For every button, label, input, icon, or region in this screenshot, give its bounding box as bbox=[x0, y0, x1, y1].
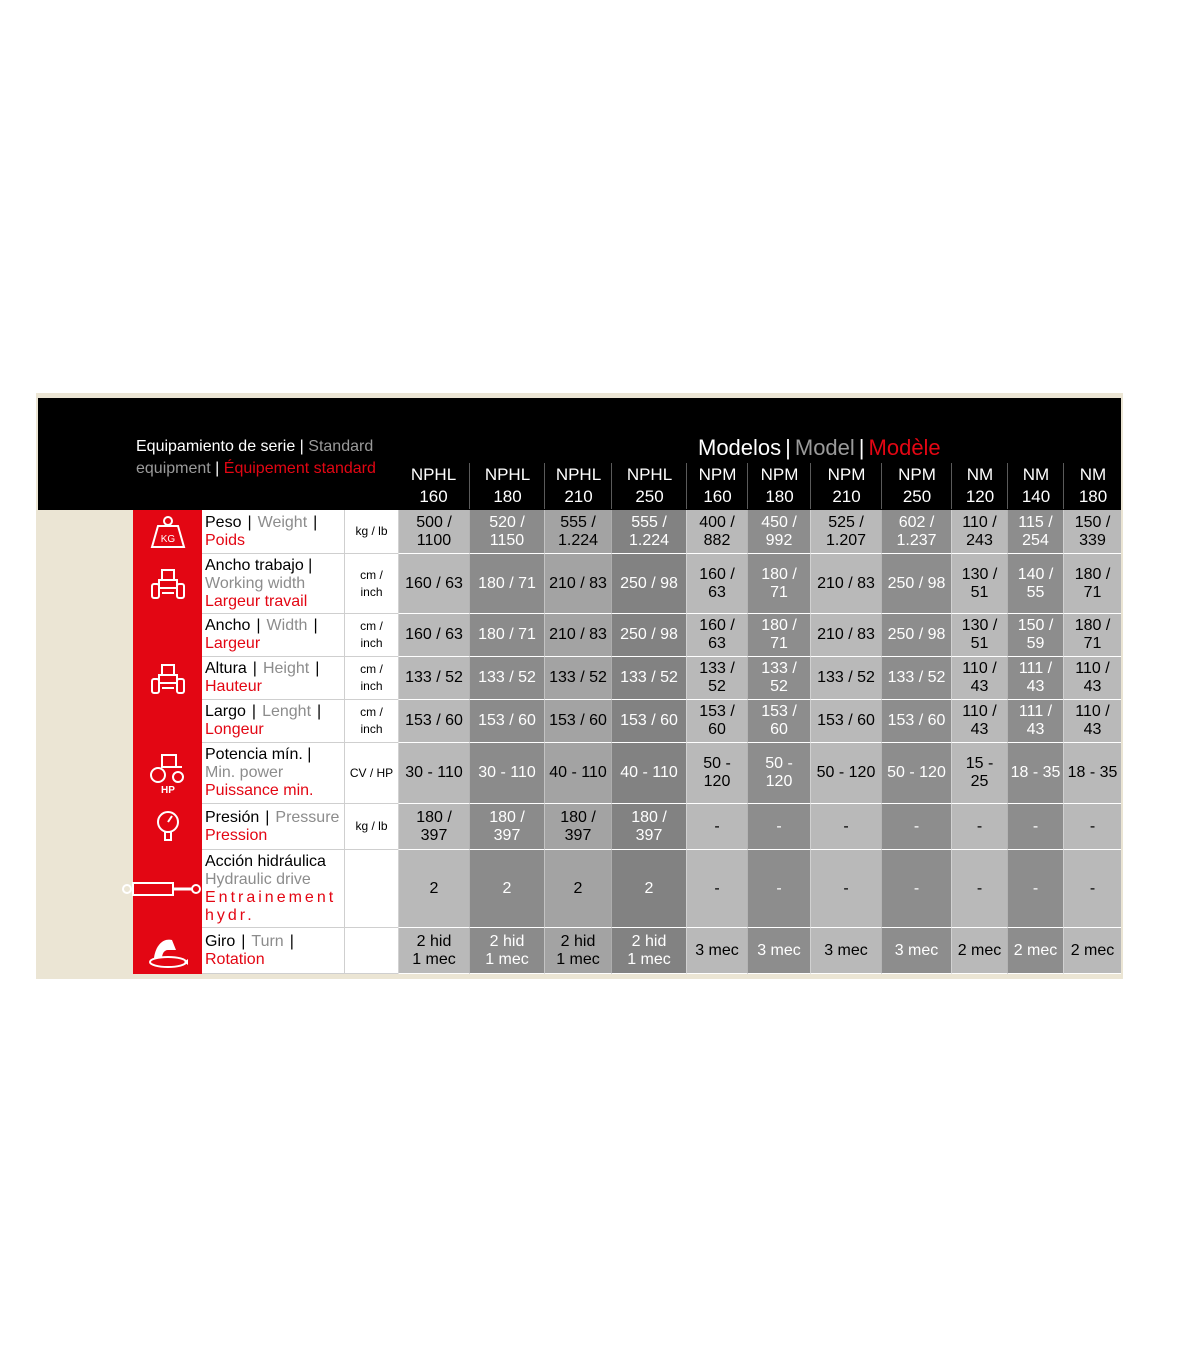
spec-value-cell: - bbox=[747, 804, 810, 850]
spec-value-cell: - bbox=[747, 850, 810, 928]
row-label-es: Altura bbox=[205, 660, 247, 677]
spec-value-cell: 250 / 98 bbox=[881, 554, 951, 614]
row-unit-line: cm / bbox=[360, 567, 383, 582]
hydraulic-cylinder-icon bbox=[121, 874, 201, 904]
spec-value-cell: 2 bbox=[544, 850, 611, 928]
row-label-fr: Largeur travail bbox=[205, 592, 308, 610]
svg-text:KG: KG bbox=[160, 534, 175, 545]
model-column-header bbox=[686, 463, 748, 509]
spec-value-cell: 133 / 52 bbox=[686, 657, 747, 700]
spec-value-cell: 150 / 339 bbox=[1063, 510, 1121, 554]
row-label-en: Lenght bbox=[262, 703, 312, 720]
row-label-en: Hydraulic drive bbox=[205, 870, 311, 888]
row-label-en: Turn bbox=[251, 932, 284, 950]
spec-value-cell: 110 / 243 bbox=[951, 510, 1007, 554]
pressure-icon-cell bbox=[133, 804, 202, 850]
hydraulic-icon-cell bbox=[133, 850, 202, 928]
model-number: 120 bbox=[965, 487, 995, 506]
std-title-fr: Équipement standard bbox=[223, 460, 376, 477]
std-title-en: Standard equipment bbox=[136, 438, 374, 477]
model-series: NPM bbox=[760, 465, 799, 484]
spec-value-cell: 3 mec bbox=[881, 928, 951, 974]
row-label-fr: Pression bbox=[205, 826, 268, 844]
row-label-es: Acción hidráulica bbox=[205, 852, 326, 870]
row-unit bbox=[344, 657, 398, 700]
row-unit bbox=[344, 510, 398, 554]
spec-value-cell: - bbox=[881, 804, 951, 850]
spec-value-cell: 180 / 397 bbox=[398, 804, 469, 850]
spec-value-cell: 2 hid 1 mec bbox=[544, 928, 611, 974]
row-unit bbox=[344, 804, 398, 850]
row-label-sep2: | bbox=[313, 513, 318, 531]
spec-value-cell: 250 / 98 bbox=[881, 614, 951, 657]
row-label bbox=[202, 657, 344, 700]
model-series: NM bbox=[1079, 465, 1107, 484]
model-column-header bbox=[469, 463, 545, 509]
row-unit-line: kg / lb bbox=[355, 524, 388, 538]
spec-value-cell: 110 / 43 bbox=[951, 657, 1007, 700]
model-number: 250 bbox=[902, 487, 932, 506]
spec-value-cell: 160 / 63 bbox=[686, 614, 747, 657]
row-label bbox=[202, 554, 344, 614]
row-label-sep1: | bbox=[256, 617, 261, 634]
spec-value-cell: 153 / 60 bbox=[881, 700, 951, 743]
row-label-en: Working width bbox=[205, 574, 306, 592]
row-label-line bbox=[205, 853, 344, 871]
spec-value-cell: 111 / 43 bbox=[1007, 700, 1063, 743]
spec-value-cell: - bbox=[810, 850, 881, 928]
rotation-icon bbox=[146, 932, 190, 970]
spec-value-cell: 210 / 83 bbox=[810, 614, 881, 657]
spec-value-cell: 133 / 52 bbox=[810, 657, 881, 700]
spec-value-cell: - bbox=[951, 804, 1007, 850]
spec-value-cell: 133 / 52 bbox=[398, 657, 469, 700]
spec-value-cell: 153 / 60 bbox=[747, 700, 810, 743]
spec-value-cell: 2 mec bbox=[1007, 928, 1063, 974]
row-label-es: Largo bbox=[205, 703, 246, 720]
spec-value-cell: 2 hid 1 mec bbox=[611, 928, 686, 974]
model-number: 250 bbox=[635, 487, 664, 506]
spec-value-cell: 133 / 52 bbox=[747, 657, 810, 700]
rotation-icon-cell bbox=[133, 928, 202, 974]
spec-value-cell: 133 / 52 bbox=[469, 657, 544, 700]
row-unit-line: cm / bbox=[360, 619, 383, 633]
spec-value-cell: 180 / 397 bbox=[469, 804, 544, 850]
svg-text:HP: HP bbox=[160, 784, 175, 796]
kg-weight-icon bbox=[150, 514, 186, 550]
power-icon-cell bbox=[133, 743, 202, 804]
spec-value-cell: - bbox=[951, 850, 1007, 928]
row-label-line bbox=[205, 871, 344, 889]
row-label-sep1: | bbox=[252, 660, 257, 677]
spec-value-cell: 525 / 1.207 bbox=[810, 510, 881, 554]
model-column-header bbox=[881, 463, 952, 509]
spec-value-cell: 602 / 1.237 bbox=[881, 510, 951, 554]
spec-value-cell: 2 hid 1 mec bbox=[469, 928, 544, 974]
model-series: NPHL bbox=[410, 465, 457, 484]
dimensions-icon-cell bbox=[133, 614, 202, 743]
row-label-en: Pressure bbox=[275, 808, 340, 826]
spec-value-cell: 30 - 110 bbox=[469, 743, 544, 804]
spec-value-cell: 15 - 25 bbox=[951, 743, 1007, 804]
spec-value-cell: 180 / 71 bbox=[1063, 614, 1121, 657]
spec-value-cell: 400 / 882 bbox=[686, 510, 747, 554]
spec-value-cell: 18 - 35 bbox=[1063, 743, 1121, 804]
model-column-header bbox=[810, 463, 882, 509]
model-column-header bbox=[544, 463, 612, 509]
spec-value-cell: 133 / 52 bbox=[544, 657, 611, 700]
model-series: NPM bbox=[827, 465, 866, 484]
spec-value-cell: 115 / 254 bbox=[1007, 510, 1063, 554]
tractor-dimensions-icon bbox=[151, 662, 185, 696]
model-number: 180 bbox=[1078, 487, 1108, 506]
spec-value-cell: - bbox=[1063, 850, 1121, 928]
row-unit-line: inch bbox=[360, 636, 383, 650]
spec-value-cell: 2 mec bbox=[951, 928, 1007, 974]
standard-equipment-title bbox=[136, 436, 381, 480]
row-unit-line: kg / lb bbox=[355, 819, 388, 833]
model-column-header bbox=[1007, 463, 1064, 509]
spec-value-cell: 110 / 43 bbox=[1063, 700, 1121, 743]
row-unit-line: inch bbox=[360, 679, 383, 693]
spec-value-cell: 150 / 59 bbox=[1007, 614, 1063, 657]
spec-value-cell: 180 / 71 bbox=[747, 614, 810, 657]
row-label bbox=[202, 743, 344, 804]
spec-value-cell: 555 / 1.224 bbox=[544, 510, 611, 554]
pressure-gauge-icon bbox=[155, 810, 181, 844]
row-unit bbox=[344, 743, 398, 804]
model-number: 210 bbox=[564, 487, 593, 506]
row-unit-line: cm / bbox=[360, 662, 383, 676]
spec-value-cell: 180 / 397 bbox=[544, 804, 611, 850]
row-unit-line: cm / bbox=[360, 705, 383, 719]
spec-value-cell: 153 / 60 bbox=[544, 700, 611, 743]
row-label-fr: Poids bbox=[205, 531, 246, 549]
model-number: 160 bbox=[419, 487, 448, 506]
spec-value-cell: - bbox=[810, 804, 881, 850]
spec-value-cell: - bbox=[686, 850, 747, 928]
row-label-en: Height bbox=[262, 660, 310, 677]
spec-value-cell: 210 / 83 bbox=[810, 554, 881, 614]
spec-value-cell: 2 mec bbox=[1063, 928, 1121, 974]
row-unit-line: inch bbox=[360, 584, 383, 599]
models-title-es: Modelos bbox=[698, 435, 782, 460]
model-series: NM bbox=[1022, 465, 1050, 484]
spec-value-cell: 2 bbox=[611, 850, 686, 928]
model-column-header bbox=[951, 463, 1008, 509]
spec-value-cell: 3 mec bbox=[747, 928, 810, 974]
row-label-line bbox=[205, 933, 344, 951]
models-title-sep2: | bbox=[858, 435, 865, 460]
row-label-es: Potencia mín. | bbox=[205, 746, 312, 763]
weight-icon-cell bbox=[133, 510, 202, 554]
spec-value-cell: 130 / 51 bbox=[951, 614, 1007, 657]
spec-value-cell: 30 - 110 bbox=[398, 743, 469, 804]
row-label-fr: Longeur bbox=[205, 721, 264, 738]
row-label-line bbox=[205, 575, 344, 593]
row-label bbox=[202, 614, 344, 657]
row-unit bbox=[344, 700, 398, 743]
tractor-hp-icon bbox=[148, 752, 188, 796]
spec-value-cell: - bbox=[686, 804, 747, 850]
spec-value-cell: 110 / 43 bbox=[1063, 657, 1121, 700]
spec-value-cell: - bbox=[1007, 804, 1063, 850]
std-title-es: Equipamiento de serie bbox=[136, 438, 296, 455]
row-label-line bbox=[205, 809, 344, 827]
spec-value-cell: 111 / 43 bbox=[1007, 657, 1063, 700]
row-label-fr: Largeur bbox=[205, 635, 261, 652]
row-label-es: Presión bbox=[205, 808, 260, 826]
model-number: 180 bbox=[765, 487, 794, 506]
spec-value-cell: 50 - 120 bbox=[747, 743, 810, 804]
spec-value-cell: 250 / 98 bbox=[611, 614, 686, 657]
model-series: NPM bbox=[898, 465, 936, 484]
row-label bbox=[202, 850, 344, 928]
model-column-header bbox=[398, 463, 469, 509]
spec-value-cell: 133 / 52 bbox=[611, 657, 686, 700]
row-label-sep2: | bbox=[315, 660, 320, 677]
row-label-sep2: | bbox=[289, 932, 294, 950]
spec-value-cell: 153 / 60 bbox=[611, 700, 686, 743]
row-label-en: Width bbox=[266, 617, 308, 634]
spec-value-cell: 110 / 43 bbox=[951, 700, 1007, 743]
model-number: 210 bbox=[832, 487, 861, 506]
spec-value-cell: 180 / 71 bbox=[469, 614, 544, 657]
row-label-es: Peso bbox=[205, 513, 242, 531]
row-label-fr: Puissance min. bbox=[205, 782, 314, 799]
spec-value-cell: - bbox=[881, 850, 951, 928]
row-label-sep1: | bbox=[251, 703, 257, 720]
spec-value-cell: - bbox=[1063, 804, 1121, 850]
row-label-fr: Entrainement hydr. bbox=[205, 888, 337, 924]
spec-value-cell: 160 / 63 bbox=[398, 554, 469, 614]
spec-value-cell: - bbox=[1007, 850, 1063, 928]
spec-value-cell: 180 / 71 bbox=[469, 554, 544, 614]
row-unit bbox=[344, 614, 398, 657]
spec-value-cell: 153 / 60 bbox=[810, 700, 881, 743]
spec-value-cell: 130 / 51 bbox=[951, 554, 1007, 614]
working-width-icon-cell bbox=[133, 554, 202, 614]
row-label-sep1: | bbox=[247, 513, 252, 531]
models-title-fr: Modèle bbox=[868, 435, 941, 460]
row-label bbox=[202, 928, 344, 974]
spec-value-cell: 153 / 60 bbox=[686, 700, 747, 743]
row-label-fr: Hauteur bbox=[205, 678, 262, 695]
spec-value-cell: 50 - 120 bbox=[686, 743, 747, 804]
row-unit bbox=[344, 554, 398, 614]
spec-value-cell: 140 / 55 bbox=[1007, 554, 1063, 614]
spec-value-cell: 50 - 120 bbox=[810, 743, 881, 804]
spec-value-cell: 50 - 120 bbox=[881, 743, 951, 804]
spec-value-cell: 520 / 1150 bbox=[469, 510, 544, 554]
spec-value-cell: 160 / 63 bbox=[398, 614, 469, 657]
row-unit bbox=[344, 928, 398, 974]
row-label-fr: Rotation bbox=[205, 950, 265, 968]
row-unit-line: CV / HP bbox=[349, 765, 394, 780]
tractor-width-icon bbox=[151, 567, 185, 601]
std-title-sep2: | bbox=[215, 460, 220, 477]
model-series: NPHL bbox=[626, 465, 673, 484]
row-unit bbox=[344, 850, 398, 928]
row-label-line bbox=[205, 764, 344, 782]
spec-value-cell: 180 / 71 bbox=[747, 554, 810, 614]
spec-value-cell: 250 / 98 bbox=[611, 554, 686, 614]
spec-value-cell: 2 bbox=[398, 850, 469, 928]
row-label-line bbox=[205, 617, 344, 635]
spec-value-cell: 450 / 992 bbox=[747, 510, 810, 554]
spec-value-cell: 3 mec bbox=[810, 928, 881, 974]
model-column-header bbox=[747, 463, 811, 509]
model-column-header bbox=[611, 463, 687, 509]
spec-value-cell: 555 / 1.224 bbox=[611, 510, 686, 554]
row-label-en: Weight bbox=[257, 513, 308, 531]
spec-value-cell: 153 / 60 bbox=[469, 700, 544, 743]
model-series: NPM bbox=[698, 465, 737, 484]
model-number: 140 bbox=[1021, 487, 1051, 506]
model-number: 160 bbox=[703, 487, 732, 506]
row-label-line bbox=[205, 746, 344, 764]
spec-value-cell: 2 bbox=[469, 850, 544, 928]
row-label bbox=[202, 510, 344, 554]
row-label-line bbox=[205, 660, 344, 678]
spec-value-cell: 210 / 83 bbox=[544, 614, 611, 657]
row-label-line bbox=[205, 557, 344, 575]
row-label-sep1: | bbox=[265, 808, 270, 826]
std-title-sep1: | bbox=[299, 438, 304, 455]
model-series: NPHL bbox=[484, 465, 531, 484]
spec-value-cell: 18 - 35 bbox=[1007, 743, 1063, 804]
model-column-header bbox=[1063, 463, 1122, 509]
row-label-sep2: | bbox=[317, 703, 322, 720]
models-title-sep1: | bbox=[785, 435, 791, 460]
row-label-es: Ancho trabajo | bbox=[205, 556, 313, 574]
spec-value-cell: 40 - 110 bbox=[611, 743, 686, 804]
spec-value-cell: 153 / 60 bbox=[398, 700, 469, 743]
spec-value-cell: 210 / 83 bbox=[544, 554, 611, 614]
row-unit-line: inch bbox=[360, 722, 383, 736]
row-label-line bbox=[205, 703, 344, 721]
spec-value-cell: 2 hid 1 mec bbox=[398, 928, 469, 974]
row-label bbox=[202, 700, 344, 743]
spec-value-cell: 133 / 52 bbox=[881, 657, 951, 700]
model-number: 180 bbox=[493, 487, 522, 506]
spec-value-cell: 160 / 63 bbox=[686, 554, 747, 614]
row-label bbox=[202, 804, 344, 850]
row-label-line bbox=[205, 514, 344, 532]
model-series: NM bbox=[966, 465, 994, 484]
models-title bbox=[698, 434, 941, 462]
row-label-es: Ancho bbox=[205, 617, 251, 634]
spec-value-cell: 500 / 1100 bbox=[398, 510, 469, 554]
row-label-sep2: | bbox=[313, 617, 318, 634]
row-label-sep1: | bbox=[241, 932, 246, 950]
models-title-en: Model bbox=[794, 435, 855, 460]
spec-value-cell: 40 - 110 bbox=[544, 743, 611, 804]
row-label-es: Giro bbox=[205, 932, 236, 950]
spec-value-cell: 180 / 397 bbox=[611, 804, 686, 850]
row-label-en: Min. power bbox=[205, 764, 284, 781]
model-series: NPHL bbox=[555, 465, 602, 484]
spec-value-cell: 3 mec bbox=[686, 928, 747, 974]
spec-value-cell: 180 / 71 bbox=[1063, 554, 1121, 614]
